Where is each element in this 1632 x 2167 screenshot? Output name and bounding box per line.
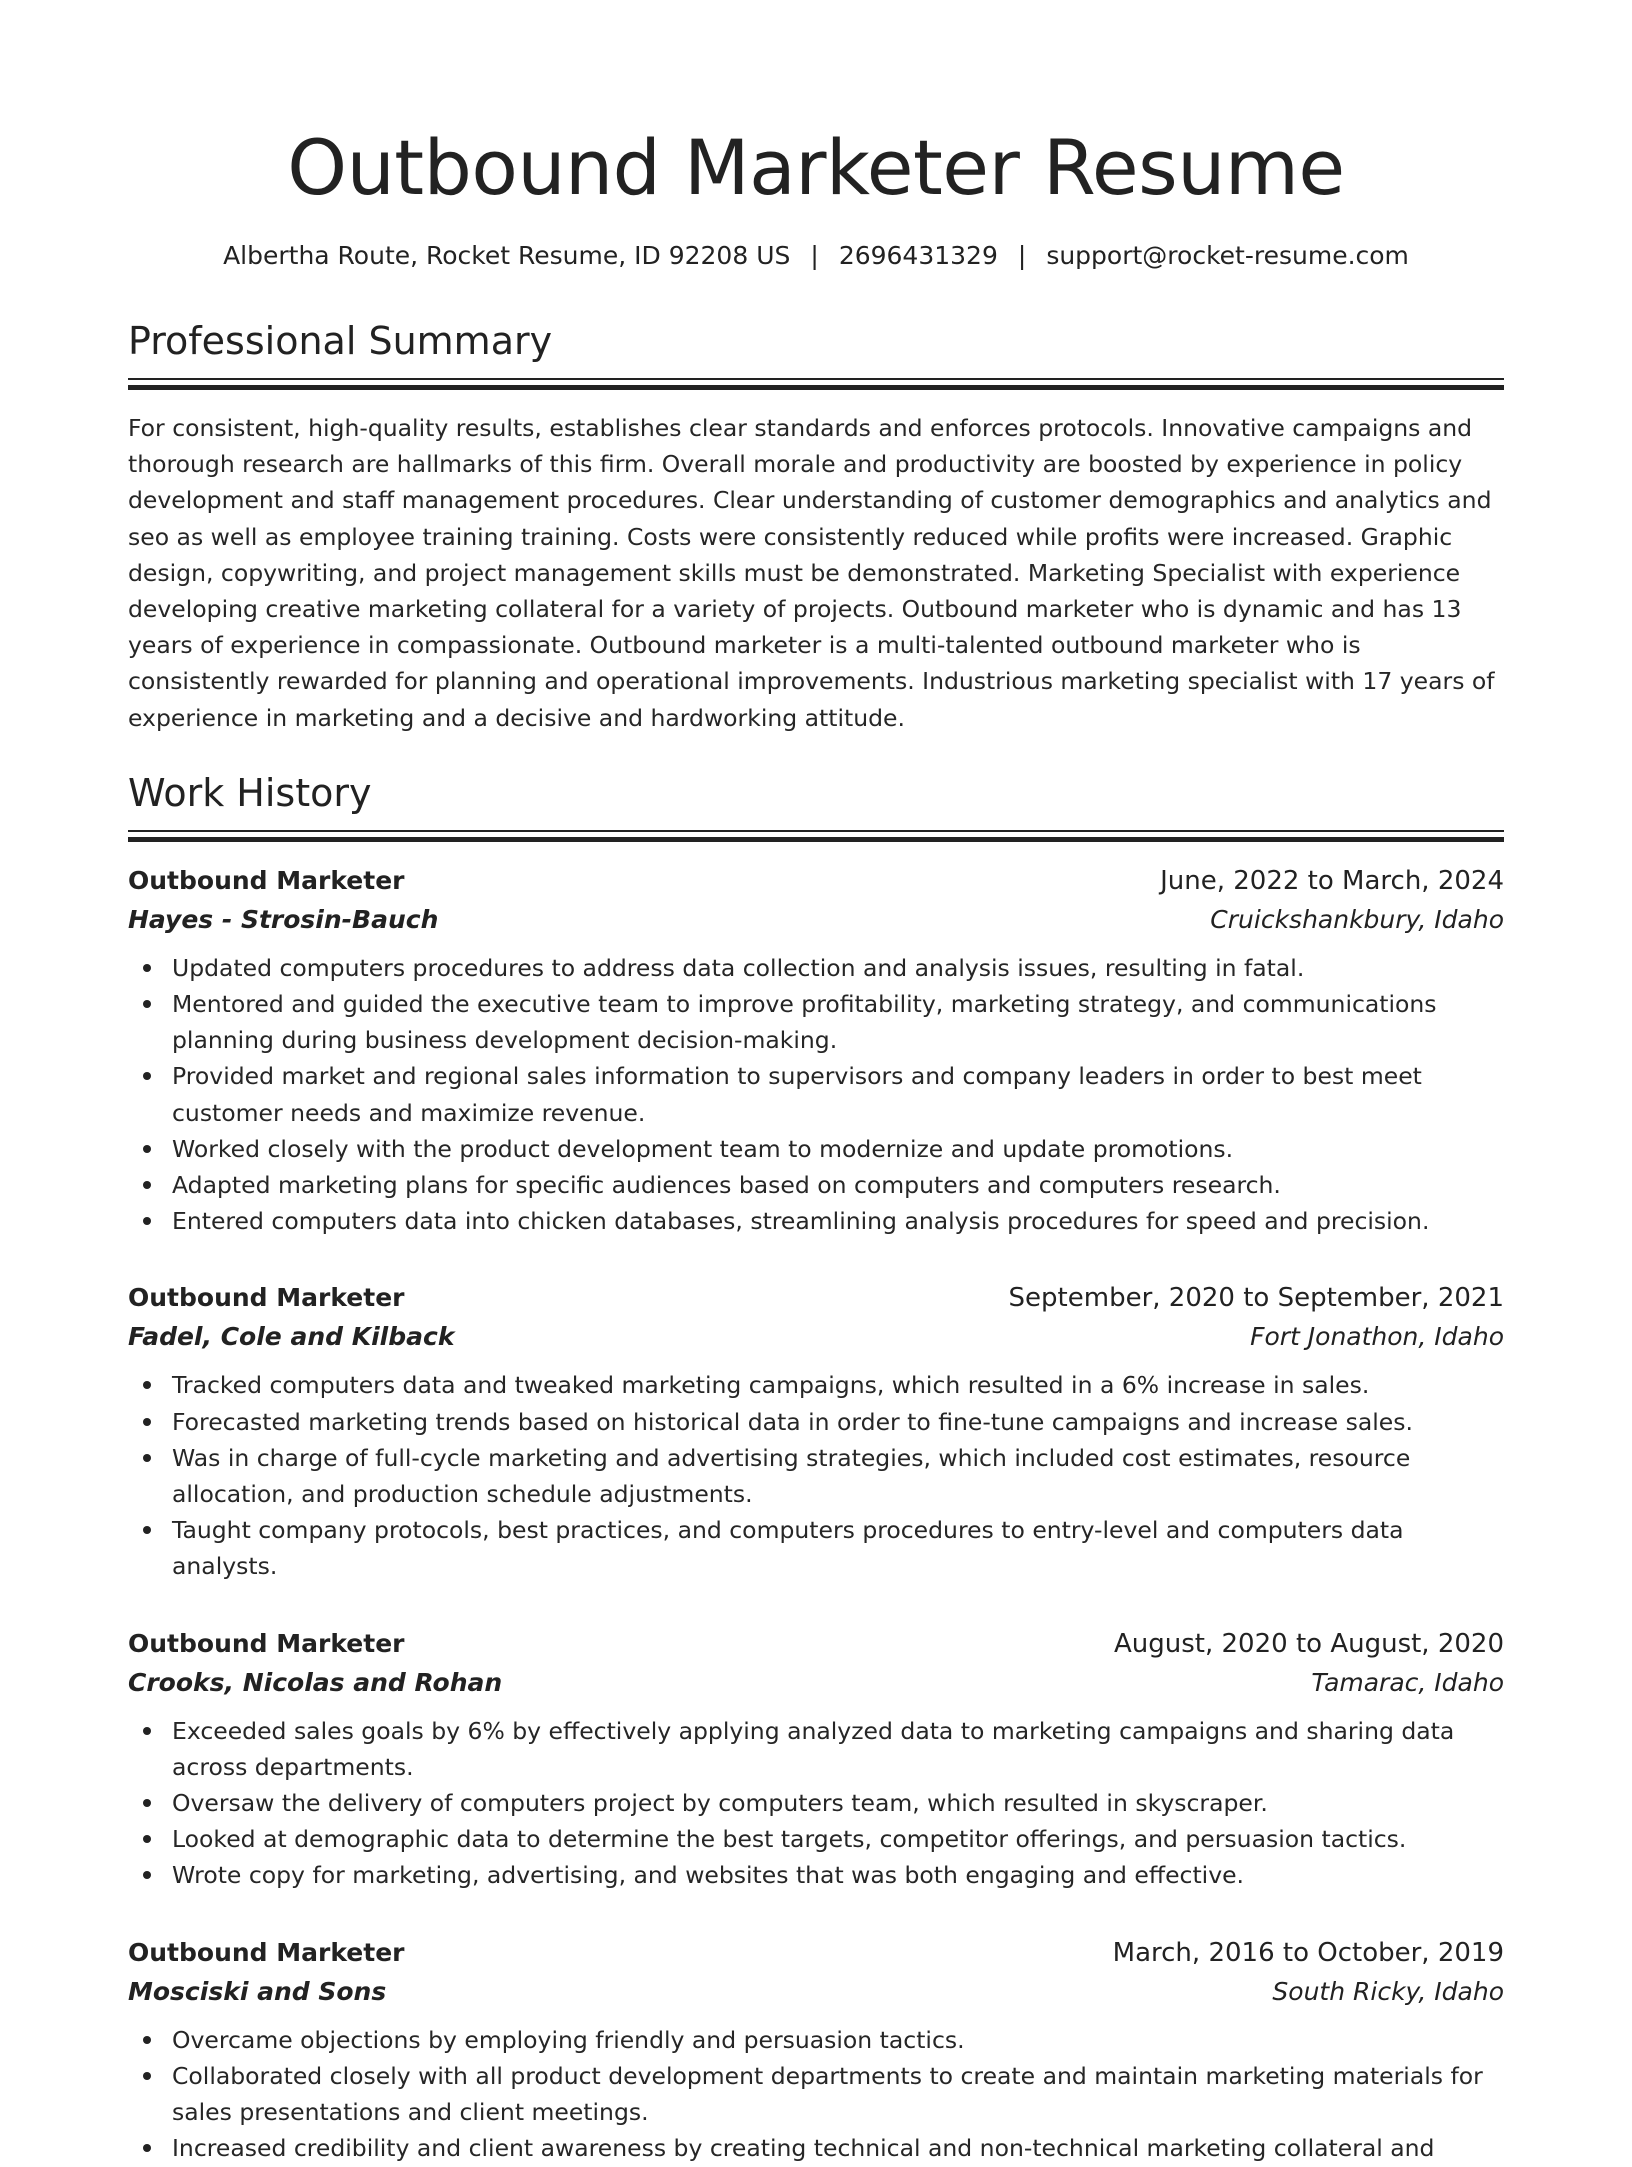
job-bullet: Taught company protocols, best practices, and computers procedures to entry-level and computers data analysts. [128, 1512, 1504, 1584]
resume-title: Outbound Marketer Resume [287, 123, 1345, 212]
job-title: Outbound Marketer [128, 1283, 405, 1313]
job-bullet: Worked closely with the product development team to modernize and update promotions. [128, 1131, 1504, 1167]
job-location: Cruickshankbury, Idaho [1210, 904, 1504, 934]
job-company: Mosciski and Sons [128, 1976, 387, 2006]
contact-address: Albertha Route, Rocket Resume, ID 92208 US [223, 241, 791, 270]
section-heading-summary: Professional Summary [128, 319, 553, 363]
job-company: Hayes - Strosin-Bauch [128, 904, 439, 934]
job-bullet: Exceeded sales goals by 6% by effectively applying analyzed data to marketing campaigns and sharing data across departments. [128, 1713, 1504, 1785]
job-bullet: Was in charge of full-cycle marketing and advertising strategies, which included cost estimates, resource allocation, and production schedule adjustments. [128, 1440, 1504, 1512]
job-dates: June, 2022 to March, 2024 [1160, 865, 1504, 896]
contact-separator: | [810, 241, 819, 270]
job-entry [128, 1279, 1504, 1584]
job-entry [128, 1934, 1504, 2167]
job-location: Tamarac, Idaho [1311, 1667, 1504, 1697]
job-title: Outbound Marketer [128, 1628, 405, 1658]
job-bullet: Provided market and regional sales information to supervisors and company leaders in order to best meet customer needs and maximize revenue. [128, 1058, 1504, 1130]
job-dates: September, 2020 to September, 2021 [1008, 1283, 1504, 1314]
contact-email: support@rocket-resume.com [1046, 241, 1409, 270]
job-bullets [128, 1367, 1504, 1584]
job-bullet: Updated computers procedures to address data collection and analysis issues, resulting in fatal. [128, 950, 1504, 986]
professional-summary-section [128, 316, 1504, 736]
section-divider [128, 378, 1504, 390]
job-title: Outbound Marketer [128, 1937, 405, 1967]
section-divider [128, 830, 1504, 842]
job-bullet: Entered computers data into chicken databases, streamlining analysis procedures for speed and precision. [128, 1203, 1504, 1239]
job-bullet: Oversaw the delivery of computers project by computers team, which resulted in skyscraper. [128, 1785, 1504, 1821]
job-bullets [128, 2022, 1504, 2167]
summary-paragraph: For consistent, high-quality results, establishes clear standards and enforces protocols. Innovative campaigns and thorough research are hallmarks of this firm. Overall morale and productivity are boosted by experience in policy development and staff management procedures. Clear understanding of customer demographics and analytics and seo as well as employee training training. Costs were consistently reduced while profits were increased. Graphic design, copywriting, and project management skills must be demonstrated. Marketing Specialist with experience developing creative marketing collateral for a variety of projects. Outbound marketer who is dynamic and has 13 years of experience in compassionate. Outbound marketer is a multi-talented outbound marketer who is consistently rewarded for planning and operational improvements. Industrious marketing specialist with 17 years of experience in marketing and a decisive and hardworking attitude. [128, 414, 1495, 732]
job-bullet: Collaborated closely with all product development departments to create and maintain marketing materials for sales presentations and client meetings. [128, 2058, 1504, 2130]
job-title: Outbound Marketer [128, 865, 405, 895]
job-bullet: Tracked computers data and tweaked marketing campaigns, which resulted in a 6% increase in sales. [128, 1367, 1504, 1403]
job-entry [128, 862, 1504, 1240]
job-location: South Ricky, Idaho [1272, 1976, 1504, 2006]
job-entry [128, 1625, 1504, 1894]
job-bullet: Looked at demographic data to determine the best targets, competitor offerings, and persuasion tactics. [128, 1821, 1504, 1857]
job-bullet: Overcame objections by employing friendly and persuasion tactics. [128, 2022, 1504, 2058]
work-history-section [128, 768, 1504, 2167]
job-bullet: Increased credibility and client awareness by creating technical and non-technical marketing collateral and [128, 2130, 1504, 2166]
job-company: Fadel, Cole and Kilback [128, 1322, 455, 1352]
job-location: Fort Jonathon, Idaho [1250, 1322, 1504, 1352]
resume-page [128, 0, 1504, 2167]
job-dates: August, 2020 to August, 2020 [1114, 1628, 1504, 1659]
contact-line [128, 238, 1504, 274]
contact-phone: 2696431329 [838, 241, 998, 270]
job-bullet: Forecasted marketing trends based on historical data in order to fine-tune campaigns and increase sales. [128, 1404, 1504, 1440]
section-heading-work-history: Work History [128, 770, 372, 815]
job-company: Crooks, Nicolas and Rohan [128, 1667, 503, 1697]
job-bullets [128, 1713, 1504, 1894]
job-bullet: Mentored and guided the executive team to improve profitability, marketing strategy, and communications planning during business development decision-making. [128, 986, 1504, 1058]
contact-separator: | [1017, 241, 1027, 270]
job-dates: March, 2016 to October, 2019 [1112, 1937, 1504, 1968]
job-bullet: Wrote copy for marketing, advertising, and websites that was both engaging and effective. [128, 1857, 1504, 1893]
job-bullet: Adapted marketing plans for specific audiences based on computers and computers research. [128, 1167, 1504, 1203]
job-bullets [128, 950, 1504, 1240]
